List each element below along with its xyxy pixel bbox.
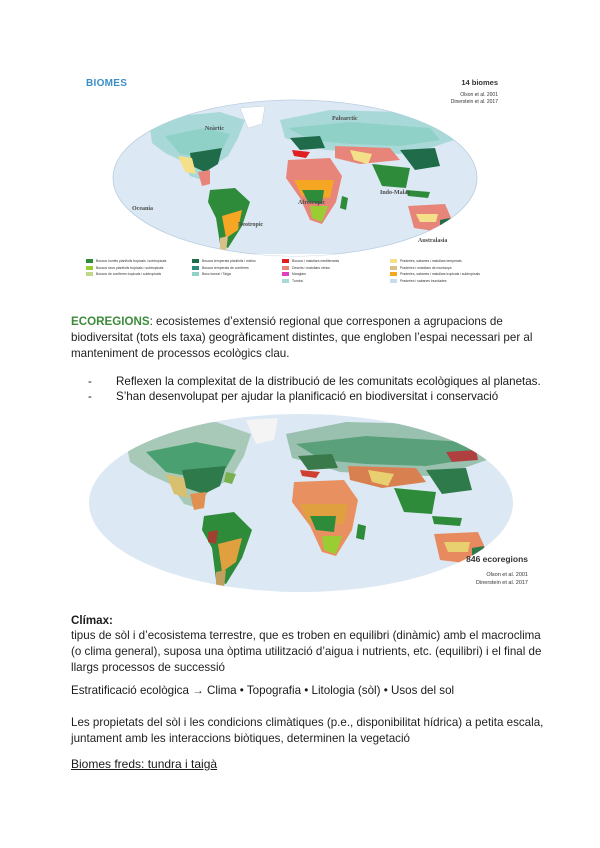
realm-label-nearctic: Neàrtic [205, 126, 224, 132]
realm-label-oceania: Oceania [132, 206, 153, 212]
bullet-text: S’han desenvolupat per ajudar la planificació en biodiversitat i conservació [116, 390, 499, 403]
biomes-title: BIOMES [86, 78, 128, 89]
legend-swatch [192, 266, 199, 270]
biomes-count: 14 biomes [461, 78, 498, 87]
realm-label-palearctic: Palearctic [332, 116, 358, 122]
realm-label-afrotropic: Afrotropic [298, 200, 326, 206]
bullet-marker: - [88, 390, 92, 403]
legend-item: Praderies i matollars de muntanya [390, 265, 480, 272]
legend-item: Praderies, sabanes i matollars temperats [390, 258, 480, 265]
legend-swatch [86, 272, 93, 276]
ecoregions-citation-2: Dinerstein et al. 2017 [476, 580, 528, 586]
biomes-figure [80, 72, 510, 300]
ecoregions-term: ECOREGIONS [71, 315, 150, 328]
legend-item: Manglars [282, 271, 339, 278]
legend-swatch [282, 259, 289, 263]
legend-item: Boscos secs planifolis tropicals i subtropicals [86, 265, 166, 272]
ecoregions-definition: : ecosistemes d’extensió regional que corresponen a agrupacions de biodiversitat (tots els taxa) geogràficament distintes, que engloben l’espai necessari per al manteniment de processos ecològics clau. [71, 315, 533, 360]
properties-paragraph: Les propietats del sòl i les condicions climàtiques (p.e., disponibilitat hídrica) a petita escala, juntament amb les interaccions biòtiques, determinen la vegetació [71, 716, 544, 745]
biomes-world-map [110, 98, 480, 258]
legend-item: Boscos humits planifolis tropicals i subtropicals [86, 258, 166, 265]
ecoregions-paragraph [71, 314, 541, 362]
legend-item: Boscos de coníferes tropicals i subtropicals [86, 271, 166, 278]
legend-swatch [192, 272, 199, 276]
ecoregions-world-map [86, 412, 526, 594]
ecoregions-count: 846 ecoregions [466, 554, 528, 564]
legend-swatch [390, 272, 397, 276]
legend-item: Boscos i matollars mediterranis [282, 258, 339, 265]
ecoregions-figure [80, 412, 540, 594]
stratification-line: Estratificació ecològica → Clima • Topografia • Litologia (sòl) • Usos del sol [71, 684, 455, 697]
climax-definition: tipus de sòl i d’ecosistema terrestre, que es troben en equilibri (dinàmic) amb el macroclima (o clima general), suposa una òptima utilització d’aigua i nutrients, etc. (equilibri) i el final de llargs processos de successió [71, 629, 542, 674]
legend-swatch [390, 279, 397, 283]
ecoregions-citation-1: Olson et al. 2001 [486, 572, 528, 578]
biomes-citation-1: Olson et al. 2001 [460, 92, 498, 98]
legend-swatch [390, 259, 397, 263]
legend-swatch [86, 259, 93, 263]
climax-heading: Clímax: [71, 614, 113, 627]
legend-swatch [390, 266, 397, 270]
legend-swatch [282, 266, 289, 270]
bullet-text: Reflexen la complexitat de la distribució de les comunitats ecològiques al planetas. [116, 375, 541, 388]
biomes-legend [86, 258, 506, 296]
legend-swatch [282, 279, 289, 283]
legend-item: Praderies, sabanes i matollars tropicals i subtropicals [390, 271, 480, 278]
legend-swatch [192, 259, 199, 263]
realm-label-indomalay: Indo-Malay [380, 190, 411, 196]
legend-item: Praderies i sabanes inundades [390, 278, 480, 285]
legend-swatch [86, 266, 93, 270]
section-heading: Biomes freds: tundra i taigà [71, 757, 218, 771]
legend-swatch [282, 272, 289, 276]
list-item [88, 389, 548, 405]
biomes-citation-2: Dinerstein et al. 2017 [450, 99, 498, 105]
legend-item: Boscos temperats planifolis i mixtos [192, 258, 256, 265]
list-item [88, 374, 548, 390]
realm-label-australasia: Australasia [418, 238, 448, 244]
legend-item: Bosc boreal / Taiga [192, 271, 256, 278]
realm-label-neotropic: Neotropic [238, 222, 264, 228]
bullet-marker: - [88, 375, 92, 388]
legend-item: Tundra [282, 278, 339, 285]
legend-item: Boscos temperats de coníferes [192, 265, 256, 272]
legend-item: Deserts i matollars xèrics [282, 265, 339, 272]
